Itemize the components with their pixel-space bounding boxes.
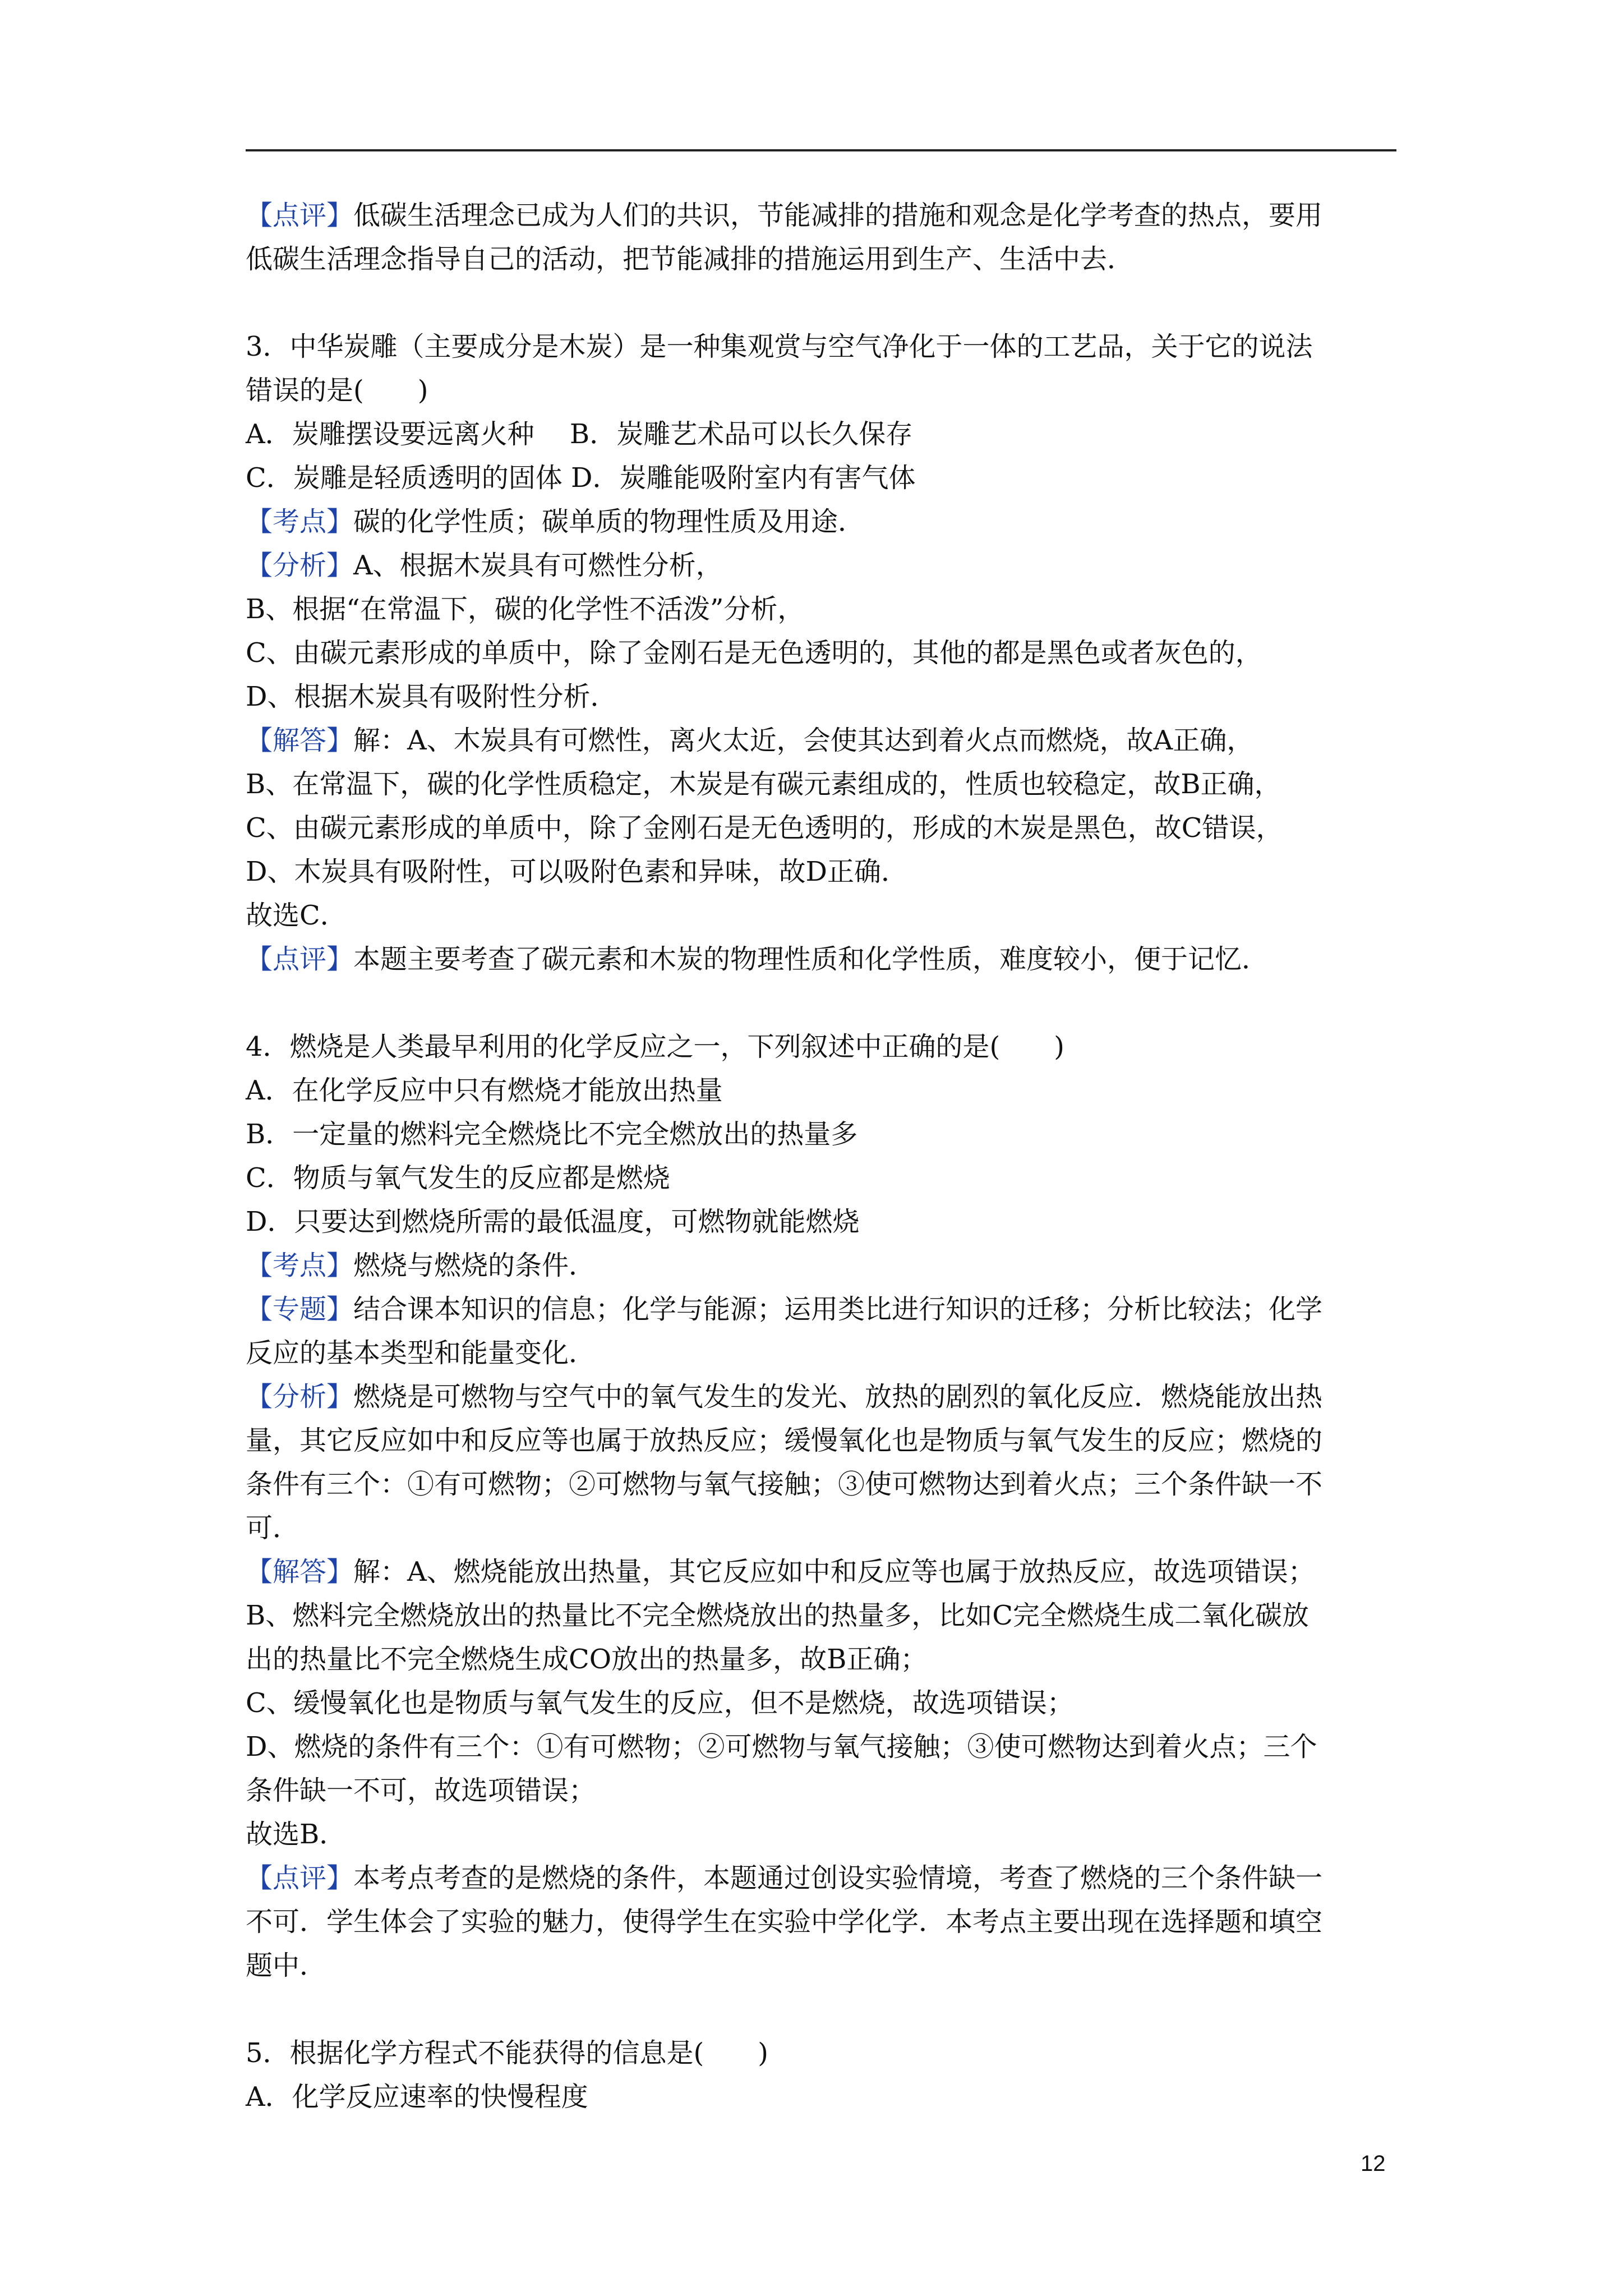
text-line (246, 1812, 1396, 1856)
text-line (246, 1025, 1396, 1069)
line-text: 4．燃烧是人类最早利用的化学反应之一，下列叙述中正确的是( ) (246, 1031, 1064, 1062)
text-line (246, 1419, 1396, 1462)
line-text: 条件有三个：①有可燃物；②可燃物与氧气接触；③使可燃物达到着火点；三个条件缺一不 (246, 1469, 1323, 1500)
text-line (246, 850, 1396, 894)
line-text: B．一定量的燃料完全燃烧比不完全燃放出的热量多 (246, 1119, 858, 1150)
text-line (246, 937, 1396, 981)
text-line (246, 675, 1396, 719)
section-tag: 【专题】 (246, 1294, 354, 1325)
text-line (246, 237, 1396, 281)
line-text: A．在化学反应中只有燃烧才能放出热量 (246, 1075, 723, 1106)
paragraph-gap (246, 1987, 1396, 2031)
section-tag: 【点评】 (246, 1862, 354, 1894)
section-tag: 【考点】 (246, 506, 354, 537)
line-text: 解：A、木炭具有可燃性，离火太近，会使其达到着火点而燃烧，故A正确， (353, 725, 1254, 756)
line-text: 条件缺一不可，故选项错误； (246, 1775, 596, 1806)
text-line (246, 1594, 1396, 1637)
section-tag: 【分析】 (246, 1381, 354, 1412)
section-tag: 【分析】 (246, 550, 354, 581)
text-line (246, 456, 1396, 500)
text-line (246, 1112, 1396, 1156)
line-text: 反应的基本类型和能量变化． (246, 1337, 596, 1369)
line-text: C、由碳元素形成的单质中，除了金刚石是无色透明的，形成的木炭是黑色，故C错误， (246, 812, 1283, 844)
text-line (246, 1462, 1396, 1506)
text-line (246, 1506, 1396, 1550)
section-tag: 【点评】 (246, 200, 354, 231)
line-text: 本题主要考查了碳元素和木炭的物理性质和化学性质，难度较小，便于记忆． (353, 944, 1269, 975)
section-tag: 【解答】 (246, 725, 354, 756)
line-text: 可． (246, 1512, 300, 1544)
line-text: 故选C． (246, 900, 347, 931)
line-text: 碳的化学性质；碳单质的物理性质及用途． (353, 506, 865, 537)
line-text: 低碳生活理念指导自己的活动，把节能减排的措施运用到生产、生活中去． (246, 243, 1135, 275)
text-line (246, 587, 1396, 631)
header-rule (246, 149, 1396, 151)
line-text: 5．根据化学方程式不能获得的信息是( ) (246, 2037, 768, 2069)
line-text: 量，其它反应如中和反应等也属于放热反应；缓慢氧化也是物质与氧气发生的反应；燃烧的 (246, 1425, 1323, 1456)
text-line (246, 1725, 1396, 1769)
line-text: 不可．学生体会了实验的魅力，使得学生在实验中学化学．本考点主要出现在选择题和填空 (246, 1906, 1323, 1938)
line-text: D、根据木炭具有吸附性分析． (246, 681, 617, 712)
text-line (246, 1856, 1396, 1900)
line-text: 解：A、燃烧能放出热量，其它反应如中和反应等也属于放热反应，故选项错误； (353, 1556, 1315, 1588)
paragraph-gap (246, 281, 1396, 325)
line-text: C．炭雕是轻质透明的固体 D．炭雕能吸附室内有害气体 (246, 462, 916, 494)
page-number: 12 (1361, 2151, 1386, 2176)
text-line (246, 1637, 1396, 1681)
text-line (246, 412, 1396, 456)
text-line (246, 1944, 1396, 1987)
text-line (246, 1769, 1396, 1812)
line-text: 燃烧是可燃物与空气中的氧气发生的发光、放热的剧烈的氧化反应．燃烧能放出热 (353, 1381, 1323, 1412)
line-text: B、在常温下，碳的化学性质稳定，木炭是有碳元素组成的，性质也较稳定，故B正确， (246, 769, 1281, 800)
line-text: 低碳生活理念已成为人们的共识，节能减排的措施和观念是化学考查的热点，要用 (353, 200, 1323, 231)
line-text: A．炭雕摆设要远离火种 B．炭雕艺术品可以长久保存 (246, 418, 913, 450)
content-block (246, 1025, 1396, 1987)
content-block (246, 325, 1396, 981)
text-line (246, 719, 1396, 762)
text-line (246, 544, 1396, 587)
line-text: B、燃料完全燃烧放出的热量比不完全燃烧放出的热量多，比如C完全燃烧生成二氧化碳放 (246, 1600, 1310, 1631)
text-line (246, 1200, 1396, 1244)
text-line (246, 2031, 1396, 2075)
line-text: 燃烧与燃烧的条件． (353, 1250, 596, 1281)
section-tag: 【点评】 (246, 944, 354, 975)
line-text: D．只要达到燃烧所需的最低温度，可燃物就能燃烧 (246, 1206, 860, 1237)
line-text: B、根据“在常温下，碳的化学性不活泼”分析， (246, 593, 805, 625)
text-line (246, 1244, 1396, 1287)
line-text: D、燃烧的条件有三个：①有可燃物；②可燃物与氧气接触；③使可燃物达到着火点；三个 (246, 1731, 1317, 1763)
paragraph-gap (246, 981, 1396, 1025)
text-line (246, 2075, 1396, 2119)
text-line (246, 1900, 1396, 1944)
section-tag: 【解答】 (246, 1556, 354, 1588)
text-line (246, 194, 1396, 237)
text-line (246, 369, 1396, 412)
text-line (246, 894, 1396, 937)
line-text: A．化学反应速率的快慢程度 (246, 2081, 588, 2113)
text-line (246, 1375, 1396, 1419)
content-block (246, 2031, 1396, 2119)
text-line (246, 500, 1396, 544)
text-line (246, 1287, 1396, 1331)
text-line (246, 1681, 1396, 1725)
line-text: C、缓慢氧化也是物质与氧气发生的反应，但不是燃烧，故选项错误； (246, 1687, 1074, 1719)
text-line (246, 1156, 1396, 1200)
text-line (246, 631, 1396, 675)
line-text: 故选B． (246, 1819, 347, 1850)
line-text: 出的热量比不完全燃烧生成CO放出的热量多，故B正确； (246, 1644, 928, 1675)
line-text: C、由碳元素形成的单质中，除了金刚石是无色透明的，其他的都是黑色或者灰色的， (246, 637, 1262, 669)
line-text: D、木炭具有吸附性，可以吸附色素和异味，故D正确． (246, 856, 908, 887)
text-line (246, 1331, 1396, 1375)
text-line (246, 1069, 1396, 1112)
line-text: A、根据木炭具有可燃性分析， (353, 550, 723, 581)
section-tag: 【考点】 (246, 1250, 354, 1281)
text-line (246, 762, 1396, 806)
document-body (246, 194, 1396, 2119)
line-text: 题中． (246, 1950, 327, 1981)
content-block (246, 194, 1396, 281)
line-text: C．物质与氧气发生的反应都是燃烧 (246, 1162, 670, 1194)
line-text: 错误的是( ) (246, 375, 428, 406)
text-line (246, 1550, 1396, 1594)
line-text: 3．中华炭雕（主要成分是木炭）是一种集观赏与空气净化于一体的工艺品，关于它的说法 (246, 331, 1313, 362)
line-text: 结合课本知识的信息；化学与能源；运用类比进行知识的迁移；分析比较法；化学 (353, 1294, 1323, 1325)
text-line (246, 806, 1396, 850)
text-line (246, 325, 1396, 369)
line-text: 本考点考查的是燃烧的条件，本题通过创设实验情境，考查了燃烧的三个条件缺一 (353, 1862, 1323, 1894)
